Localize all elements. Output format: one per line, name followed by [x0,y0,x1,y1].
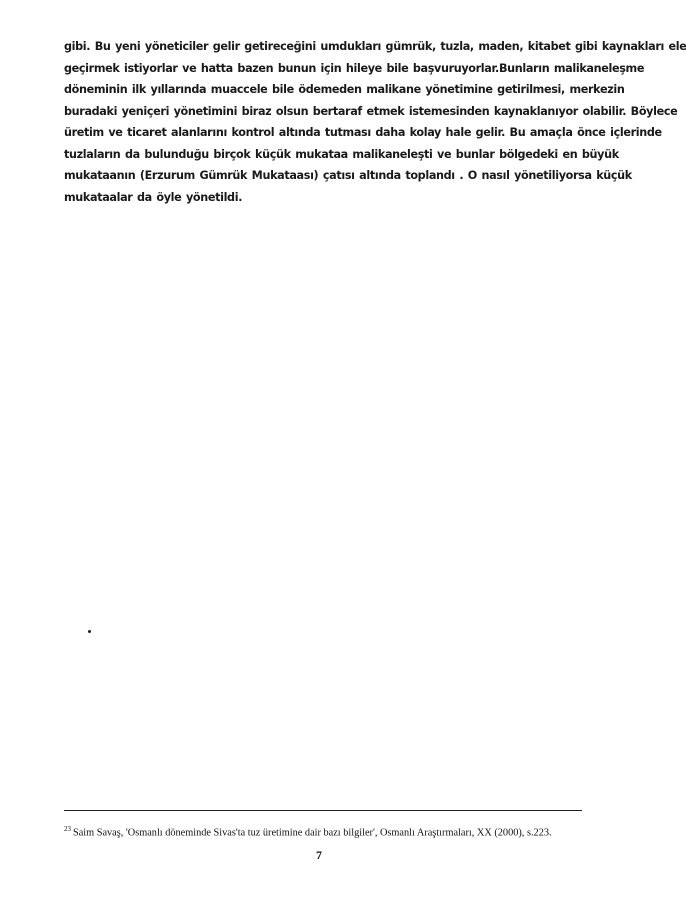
paragraph-line: gibi. Bu yeni yöneticiler gelir getireceğini umdukları gümrük, tuzla, maden, kitabet gibi kaynakları ele [64,40,686,53]
body-paragraph [64,36,686,208]
footnote-text: Saim Savaş, 'Osmanlı döneminde Sivas'ta tuz üretimine dair bazı bilgiler', Osmanlı Araştırmaları, XX (2000), s.223. [73,827,552,839]
scan-speck [88,630,91,633]
paragraph-line: mukataalar da öyle yönetildi. [64,190,243,204]
paragraph-line: üretim ve ticaret alanlarını kontrol altında tutması daha kolay hale gelir. Bu amaçla önce içlerinde [64,126,662,139]
page-number: 7 [316,848,322,862]
paragraph-line: döneminin ilk yıllarında muaccele bile ödemeden malikane yönetimine getirilmesi, merkezin [64,83,625,96]
footnote-number: 23 [64,825,71,833]
paragraph-line: tuzlaların da bulunduğu birçok küçük mukataa malikaneleşti ve bunlar bölgedeki en büyük [64,147,619,161]
paragraph-line: mukataanın (Erzurum Gümrük Mukataası) çatısı altında toplandı . O nasıl yönetiliyorsa küçük [64,169,632,182]
footnote [64,822,604,840]
paragraph-line: geçirmek istiyorlar ve hatta bazen bunun için hileye bile başvuruyorlar.Bunların malikaneleşme [64,61,645,75]
paragraph-line: buradaki yeniçeri yönetimini biraz olsun bertaraf etmek istemesinden kaynaklanıyor olabilir. Böylece [64,104,678,118]
footnote-divider [64,810,582,811]
